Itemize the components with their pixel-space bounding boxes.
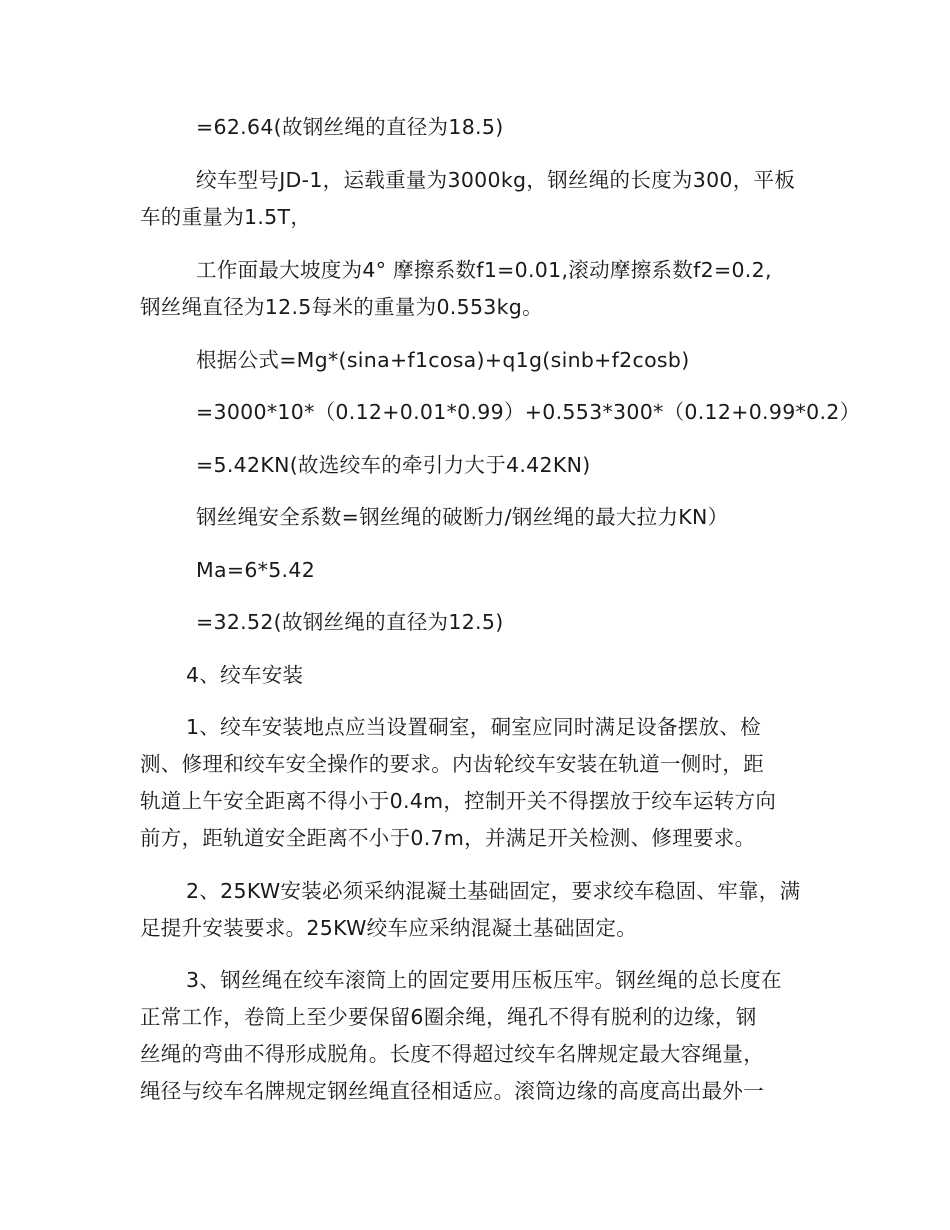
text-line: 2、25KW安装必须采纳混凝土基础固定，要求绞车稳固、牢靠，满: [186, 879, 801, 903]
text-line: 钢丝绳直径为12.5每米的重量为0.553kg。: [140, 295, 543, 319]
text-line: 轨道上午安全距离不得小于0.4m，控制开关不得摆放于绞车运转方向: [140, 789, 777, 813]
text-line: 绞车型号JD-1，运载重量为3000kg，钢丝绳的长度为300，平板: [196, 168, 796, 192]
text-line: Ma=6*5.42: [196, 558, 316, 582]
text-line: 绳径与绞车名牌规定钢丝绳直径相适应。滚筒边缘的高度高出最外一: [140, 1079, 764, 1103]
text-line: =3000*10*（0.12+0.01*0.99）+0.553*300*（0.12+0.99*0.2）: [196, 400, 861, 424]
text-line: =5.42KN(故选绞车的牵引力大于4.42KN): [196, 453, 591, 477]
text-line: 工作面最大坡度为4° 摩擦系数f1=0.01,滚动摩擦系数f2=0.2,: [196, 258, 772, 282]
section-heading: 4、绞车安装: [186, 663, 304, 687]
text-line: 根据公式=Mg*(sina+f1cosa)+q1g(sinb+f2cosb): [196, 348, 690, 372]
text-line: =62.64(故钢丝绳的直径为18.5): [196, 115, 504, 139]
text-line: 丝绳的弯曲不得形成脱角。长度不得超过绞车名牌规定最大容绳量，: [140, 1042, 764, 1066]
text-line: 1、绞车安装地点应当设置硐室，硐室应同时满足设备摆放、检: [186, 715, 761, 739]
text-line: 前方，距轨道安全距离不小于0.7m，并满足开关检测、修理要求。: [140, 826, 756, 850]
text-line: 钢丝绳安全系数=钢丝绳的破断力/钢丝绳的最大拉力KN）: [196, 505, 729, 529]
text-line: 足提升安装要求。25KW绞车应采纳混凝土基础固定。: [140, 916, 638, 940]
text-line: 测、修理和绞车安全操作的要求。内齿轮绞车安装在轨道一侧时，距: [140, 752, 764, 776]
text-line: 车的重量为1.5T，: [140, 205, 312, 229]
text-line: 3、钢丝绳在绞车滚筒上的固定要用压板压牢。钢丝绳的总长度在: [186, 968, 782, 992]
text-line: 正常工作，卷筒上至少要保留6圈余绳，绳孔不得有脱利的边缘，钢: [140, 1005, 757, 1029]
text-line: =32.52(故钢丝绳的直径为12.5): [196, 610, 504, 634]
